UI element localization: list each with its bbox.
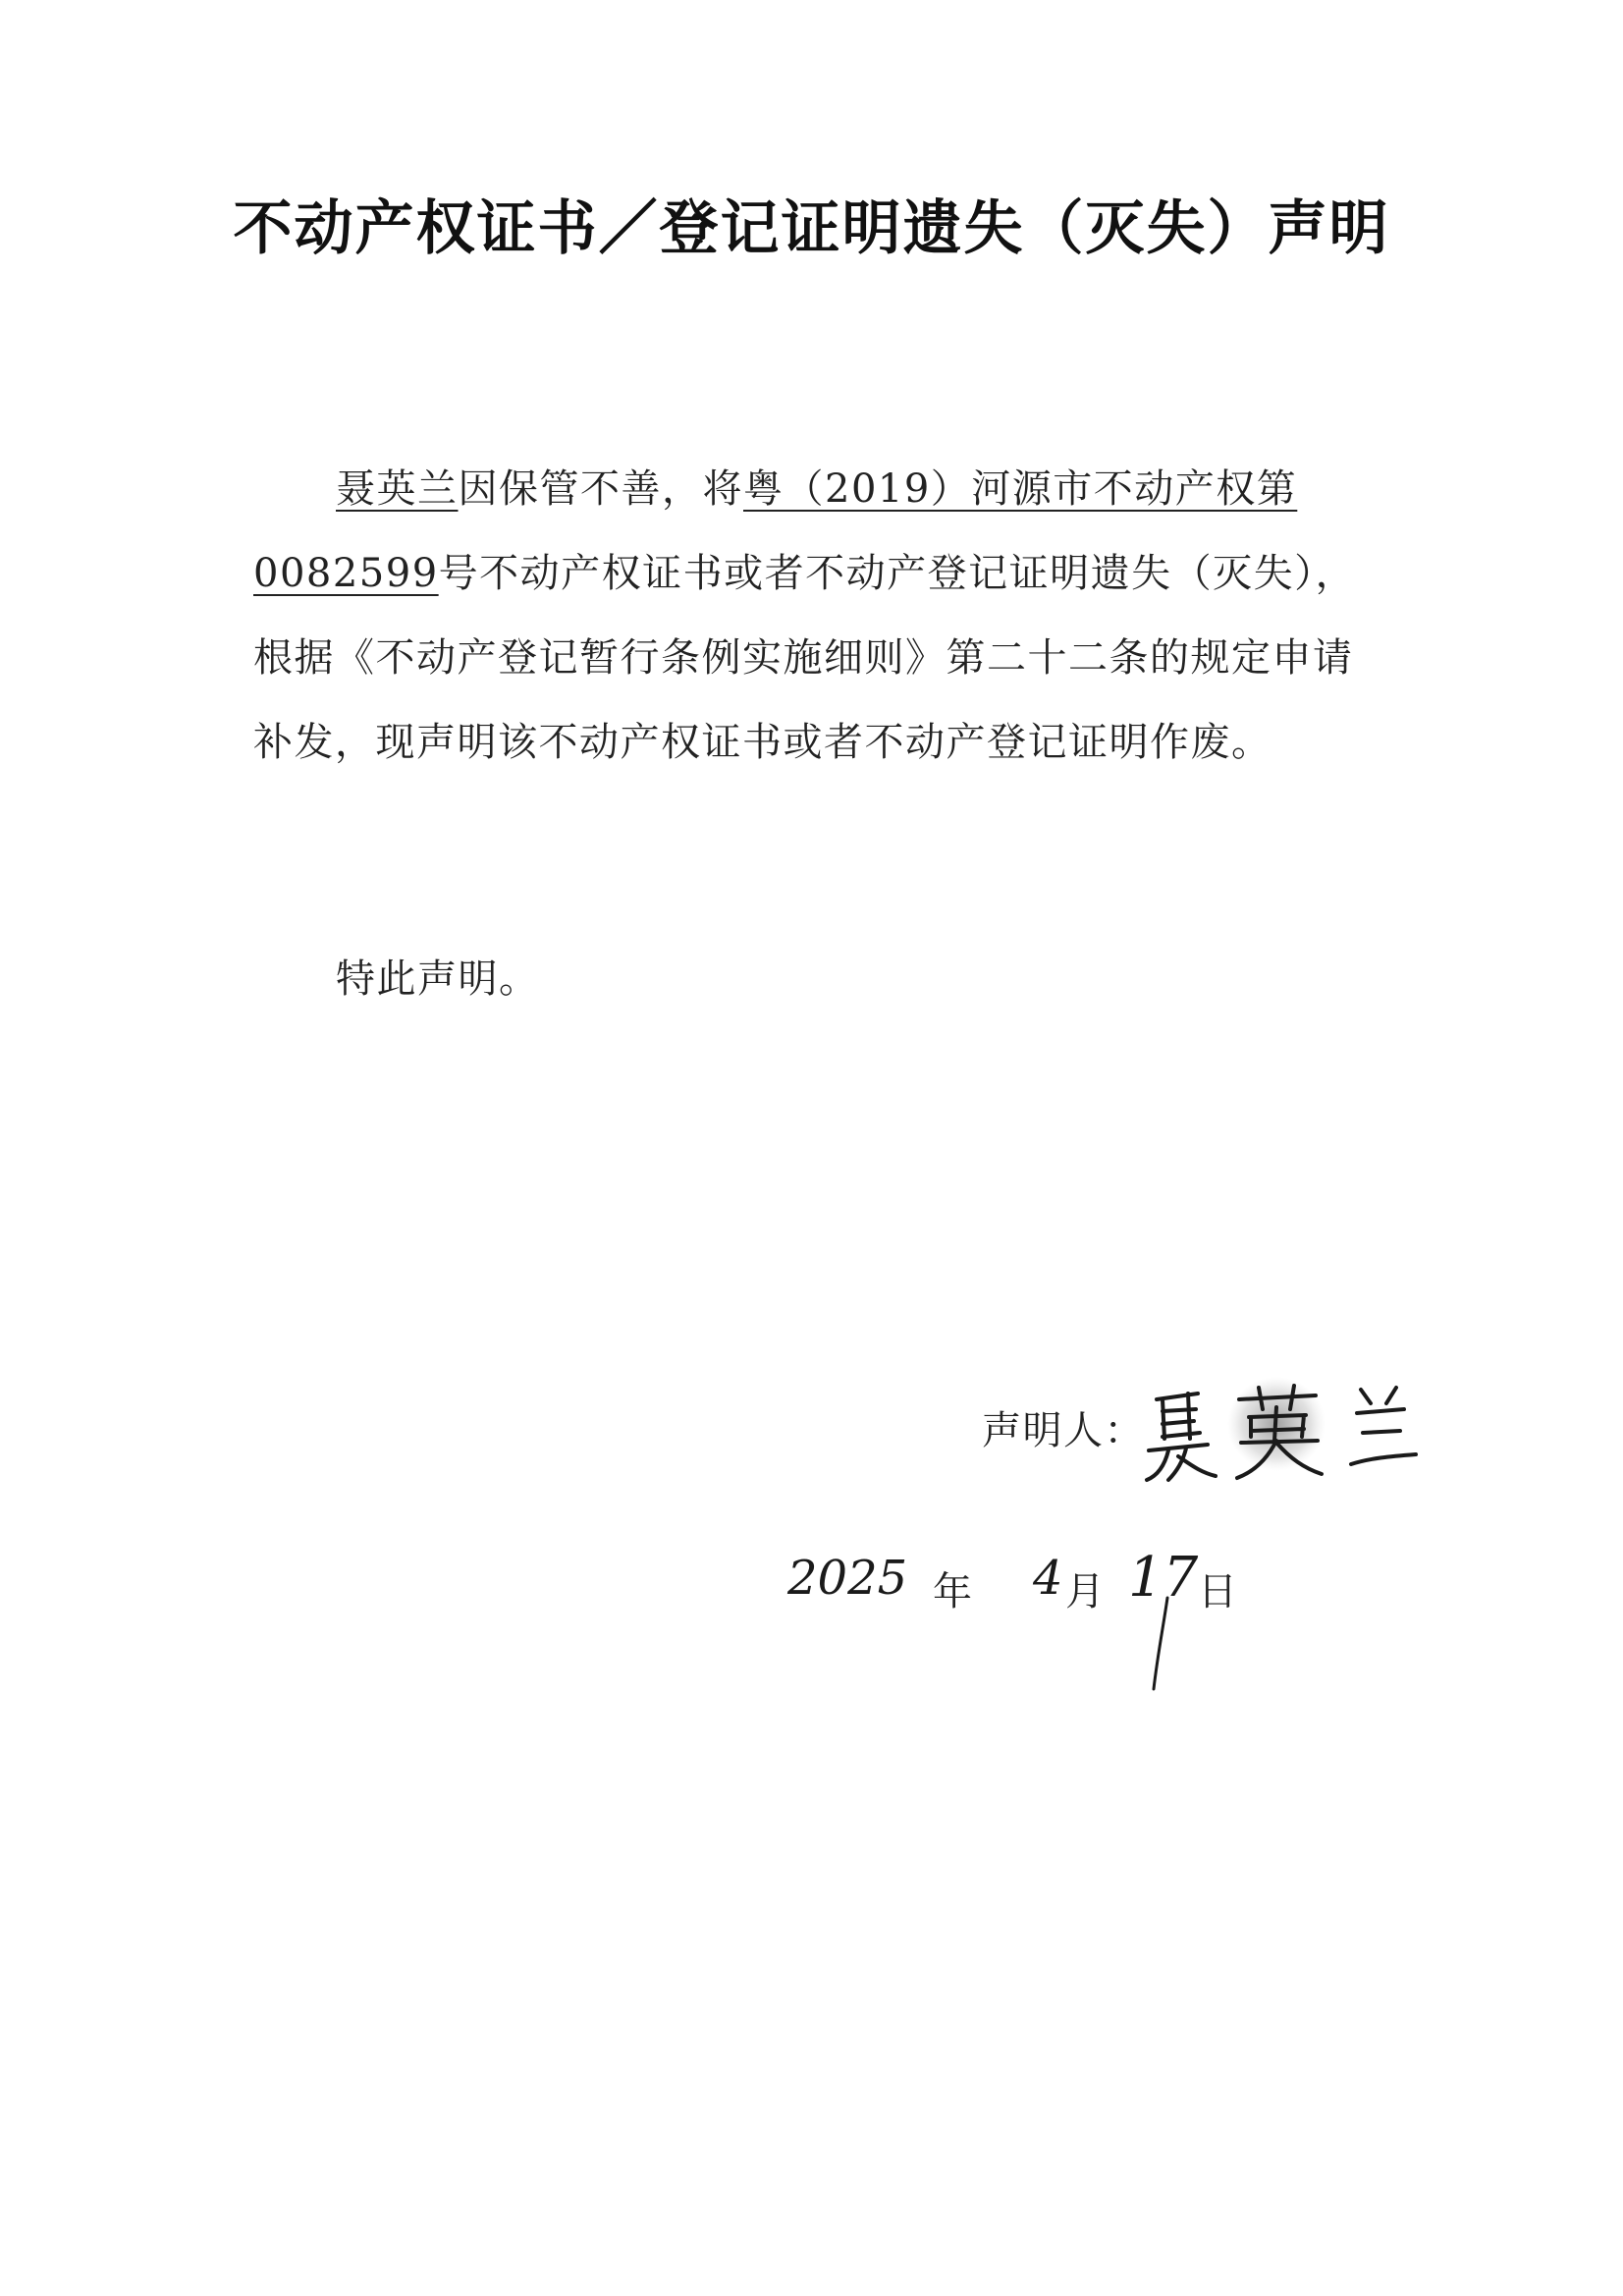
declaration-paragraph [253,447,1392,785]
declaration-body [253,447,1392,785]
date-row [785,1537,1276,1714]
certificate-number-part2: 0082599 [253,551,439,596]
handwritten-year [785,1537,908,1615]
signer-row [982,1370,1434,1488]
document-title: 不动产权证书／登记证明遗失（灭失）声明 [233,194,1390,263]
handwritten-signature [1129,1370,1424,1498]
handwritten-month [1031,1537,1070,1615]
day-value: 17 [1128,1546,1199,1610]
paragraph-text-2: 号不动产权证书或者不动产登记证明遗失（灭失），根据《不动产登记暂行条例实施细则》第二十二条的规定申请补发，现声明该不动产权证书或者不动产登记证明作废。 [253,551,1357,765]
year-value: 2025 [787,1551,908,1606]
paragraph-text-1: 因保管不善，将 [458,466,743,512]
day-unit: 日 [1198,1569,1237,1614]
handwritten-day [1124,1527,1199,1704]
year-unit: 年 [933,1569,972,1614]
signer-label: 声明人： [982,1408,1145,1453]
closing-statement: 特此声明。 [336,957,540,1002]
month-value: 4 [1033,1551,1063,1606]
declarant-name: 聂英兰 [336,466,459,512]
month-unit: 月 [1065,1569,1105,1614]
certificate-number-part1: 粤（2019）河源市不动产权第 [743,466,1298,512]
